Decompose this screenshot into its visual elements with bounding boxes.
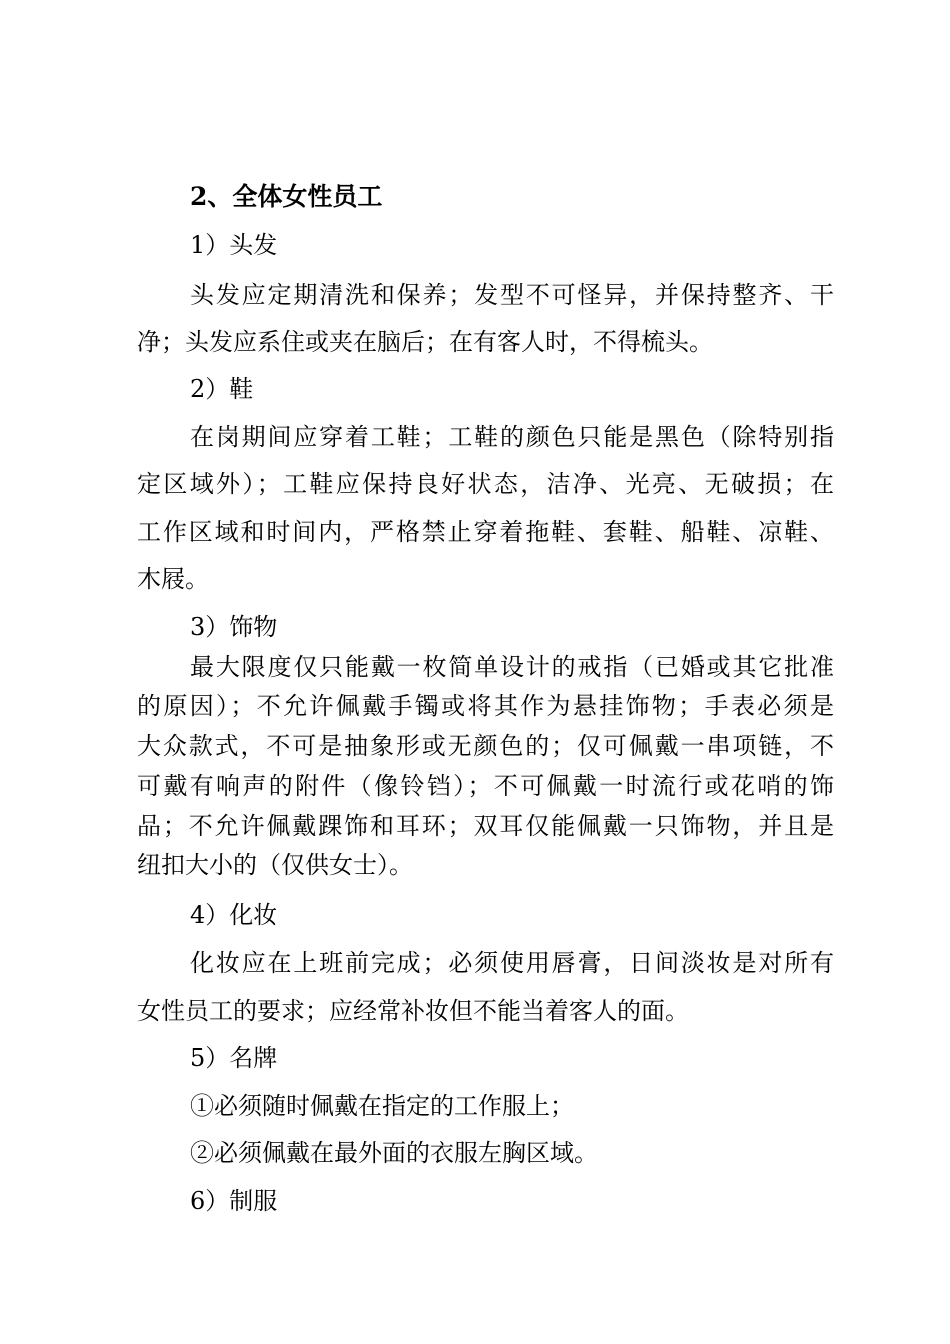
jewelry-line-6: 纽扣大小的（仅供女士）。 bbox=[137, 851, 413, 879]
hair-heading: 1）头发 bbox=[190, 231, 278, 259]
jewelry-line-1: 最大限度仅只能戴一枚简单设计的戒指（已婚或其它批准 bbox=[190, 653, 834, 681]
name-badge-item-2: ②必须佩戴在最外面的衣服左胸区域。 bbox=[190, 1139, 598, 1167]
shoes-line-2: 定区域外）；工鞋应保持良好状态，洁净、光亮、无破损；在 bbox=[137, 470, 834, 498]
hair-line-1: 头发应定期清洗和保养；发型不可怪异，并保持整齐、干 bbox=[190, 281, 834, 309]
makeup-line-1: 化妆应在上班前完成；必须使用唇膏，日间淡妆是对所有 bbox=[190, 949, 834, 977]
jewelry-line-5: 品；不允许佩戴踝饰和耳环；双耳仅能佩戴一只饰物，并且是 bbox=[137, 812, 834, 840]
shoes-line-4: 木屐。 bbox=[137, 565, 209, 593]
jewelry-line-3: 大众款式，不可是抽象形或无颜色的；仅可佩戴一串项链，不 bbox=[137, 732, 834, 760]
jewelry-line-2: 的原因）；不允许佩戴手镯或将其作为悬挂饰物；手表必须是 bbox=[137, 692, 834, 720]
name-badge-item-1: ①必须随时佩戴在指定的工作服上； bbox=[190, 1092, 574, 1120]
shoes-line-1: 在岗期间应穿着工鞋；工鞋的颜色只能是黑色（除特别指 bbox=[190, 423, 834, 451]
jewelry-line-4: 可戴有响声的附件（像铃铛）；不可佩戴一时流行或花哨的饰 bbox=[137, 772, 834, 800]
shoes-line-3: 工作区域和时间内，严格禁止穿着拖鞋、套鞋、船鞋、凉鞋、 bbox=[137, 518, 834, 546]
uniform-heading: 6）制服 bbox=[190, 1187, 278, 1215]
makeup-heading: 4）化妆 bbox=[190, 901, 278, 929]
makeup-line-2: 女性员工的要求；应经常补妆但不能当着客人的面。 bbox=[137, 997, 689, 1025]
jewelry-heading: 3）饰物 bbox=[190, 613, 278, 641]
section-title: 2、全体女性员工 bbox=[190, 182, 383, 211]
name-badge-heading: 5）名牌 bbox=[190, 1044, 278, 1072]
shoes-heading: 2）鞋 bbox=[190, 375, 254, 403]
hair-line-2: 净；头发应系住或夹在脑后；在有客人时，不得梳头。 bbox=[137, 328, 713, 356]
